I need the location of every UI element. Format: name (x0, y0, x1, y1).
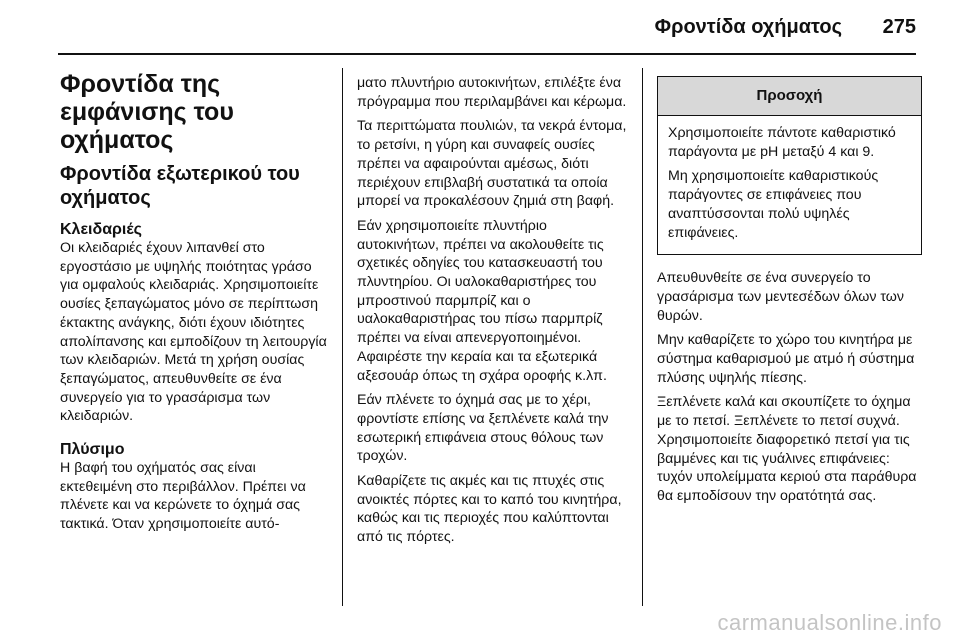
paragraph: Εάν χρησιμοποιείτε πλυντήριο αυτοκινήτων, πρέπει να ακολουθείτε τις σχετικές οδηγίες του κατασκευαστή του πλυντηρίου. Οι υαλοκαθαριστήρες του μπροστινού παρμπρίζ και ο υαλοκαθαριστήρας του πίσω παρμπρίζ πρέπει να είναι απενεργοποιημένοι. Αφαιρέστε την κεραία και τα εξωτερικά αξεσουάρ όπως τη σχάρα οροφής κ.λπ. (357, 217, 607, 384)
washing-paragraph: Η βαφή του οχήματός σας είναι εκτεθειμένη στο περιβάλλον. Πρέπει να πλένετε και να κερώνετε το όχημά σας τακτικά. Όταν χρησιμοποιείτε αυτό- (60, 460, 306, 533)
page-number: 275 (882, 16, 916, 38)
paragraph: Μην καθαρίζετε το χώρο του κινητήρα με σύστημα καθαρισμού με ατμό ή σύστημα πλύσης υψηλής πίεσης. (657, 332, 915, 386)
paragraph: Απευθυνθείτε σε ένα συνεργείο το γρασάρισμα των μεντεσέδων όλων των θυρών. (657, 270, 904, 324)
running-title: Φροντίδα οχήματος (654, 16, 842, 38)
paragraph: Καθαρίζετε τις ακμές και τις πτυχές στις ανοικτές πόρτες και το καπό του κινητήρα, καθώς και τις περιοχές που καλύπτονται από τις πόρτες. (357, 473, 622, 546)
caution-title: Προσοχή (658, 77, 921, 116)
caution-paragraph: Χρησιμοποιείτε πάντοτε καθαριστικό παράγοντα με pH μεταξύ 4 και 9. (668, 125, 896, 160)
locks-heading: Κλειδαριές (60, 221, 142, 238)
column-divider-1 (342, 68, 343, 606)
column-3 (657, 76, 922, 512)
watermark: carmanualsonline.info (717, 610, 942, 635)
caution-paragraph: Μη χρησιμοποιείτε καθαριστικούς παράγοντες σε επιφάνειες που αναπτύσσονται πολύ υψηλές επιφάνειες. (668, 168, 879, 241)
caution-box (657, 76, 922, 255)
paragraph: Ξεπλένετε καλά και σκουπίζετε το όχημα με το πετσί. Ξεπλένετε το πετσί συχνά. Χρησιμοποιείτε διαφορετικό πετσί για τις βαμμένες και τις γυάλινες επιφάνειες: τυχόν υπολείμματα κεριού στα παράθυρα θα εμποδίσουν την ορατότητά σας. (657, 394, 917, 504)
paragraph: Εάν πλένετε το όχημά σας με το χέρι, φροντίστε επίσης να ξεπλένετε καλά την εσωτερική επιφάνεια στους θόλους των τροχών. (357, 392, 609, 465)
section-title: Φροντίδα της εμφάνισης του οχήματος (60, 70, 234, 154)
column-2 (357, 74, 629, 553)
column-divider-2 (642, 68, 643, 606)
paragraph: Τα περιττώματα πουλιών, τα νεκρά έντομα, το ρετσίνι, η γύρη και συναφείς ουσίες πρέπει να αφαιρούνται αμέσως, διότι περιέχουν επιβλαβή συστατικά τα οποία μπορεί να προκαλέσουν ζημιά στη βαφή. (357, 118, 627, 210)
locks-paragraph: Οι κλειδαριές έχουν λιπανθεί στο εργοστάσιο με υψηλής ποιότητας γράσο για ομφαλούς κλειδαριάς. Χρησιμοποιείτε ουσίες ξεπαγώματος μόνο σε περίπτωση έκτακτης ανάγκης, διότι έχουν ιδιότητες απολίπανσης και εμποδίζουν τη λειτουργία των κλειδαριών. Μετά τη χρήση ουσίας ξεπαγώματος, απευθυνθείτε σε ένα συνεργείο για το γρασάρισμα των κλειδαριών. (60, 240, 327, 425)
washing-heading: Πλύσιμο (60, 441, 125, 459)
paragraph: ματο πλυντήριο αυτοκινήτων, επιλέξτε ένα πρόγραμμα που περιλαμβάνει και κέρωμα. (357, 75, 627, 110)
column-1 (60, 70, 328, 540)
subsection-title: Φροντίδα εξωτερικού του οχήματος (60, 163, 300, 209)
header-divider (58, 53, 916, 55)
page-header (0, 0, 960, 56)
